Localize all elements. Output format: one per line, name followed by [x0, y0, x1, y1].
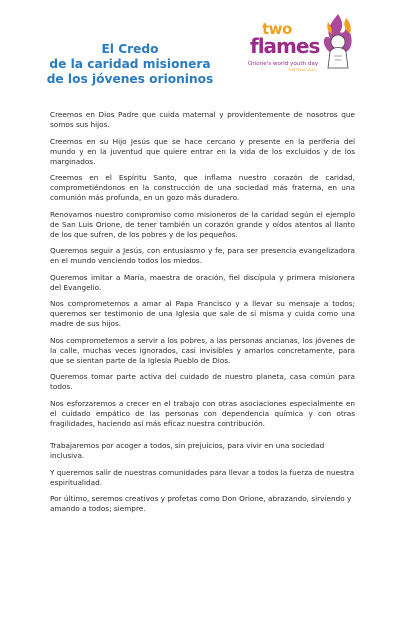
credo-text — [50, 110, 355, 521]
closing-paragraph: Y queremos salir de nuestras comunidades para llevar a todos la fuerza de nuestra espiritualidad. — [50, 467, 355, 487]
logo-word-two: two — [262, 20, 292, 38]
title-line-1: El Credo — [101, 42, 159, 56]
closing-paragraph: Trabajaremos por acoger a todos, sin prejuicios, para vivir en una sociedad inclusiva. — [50, 441, 325, 460]
paragraph: Nos esforzaremos a crecer en el trabajo con otras asociaciones especialmente en el cuidado empático de las personas con dependencia química y con otras fragilidades, haciendo así más eficaz nuestra contribución. — [50, 398, 355, 428]
paragraph: Creemos en el Espíritu Santo, que inflama nuestro corazón de caridad, comprometiéndonos en la construcción de una sociedad más fraterna, en una comunión más profunda, en un gozo más duradero. — [50, 173, 355, 202]
title-line-3: de los jóvenes orioninos — [46, 72, 214, 86]
document-title — [0, 42, 260, 87]
logo-place: TORTONA 2020 — [288, 68, 316, 72]
paragraph: Nos comprometemos a amar al Papa Francisco y a llevar su mensaje a todos; queremos ser testimonio de una Iglesia que sale de sí misma y cuida como una madre de sus hijos. — [50, 299, 355, 328]
logo-subtitle: Orione's world youth day — [248, 61, 319, 67]
logo-word-flames: flames — [250, 34, 320, 58]
paragraph: Nos comprometemos a servir a los pobres, a las personas ancianas, los jóvenes de la calle, muchas veces ignorados, casi invisibles y amarlos concretamente, para que se sientan parte de la Iglesia Pueblo de Dios. — [50, 335, 355, 365]
paragraph: Queremos seguir a Jesús, con entusiasmo y fe, para ser presencia evangelizadora en el mundo venciendo todos los miedos. — [50, 246, 355, 265]
closing-paragraph: Por último, seremos creativos y profetas como Don Orione, abrazando, sirviendo y amando a todos; siempre. — [50, 494, 352, 513]
paragraph: Creemos en su Hijo Jesús que se hace cercano y presente en la periferia del mundo y en la juventud que quiere entrar en la vida de los excluidos y de los marginados. — [50, 136, 355, 166]
title-line-2: de la caridad misionera — [49, 57, 211, 71]
flame-figure-icon — [316, 12, 360, 72]
paragraph: Queremos tomar parte activa del cuidado de nuestro planeta, casa común para todos. — [50, 372, 355, 391]
paragraph: Queremos imitar a María, maestra de oración, fiel discípula y primera misionera del Evangelio. — [50, 272, 355, 292]
two-flames-logo — [248, 10, 360, 90]
paragraph: Renovamos nuestro compromiso como misioneros de la caridad según el ejemplo de San Luis Orione, de tener también un corazón grande y oídos atentos al llanto de los que sufren, de los pobres y de los pequeños. — [50, 209, 355, 239]
paragraph: Creemos en Dios Padre que cuida maternal y providentemente de nosotros que somos sus hijos. — [50, 110, 355, 129]
